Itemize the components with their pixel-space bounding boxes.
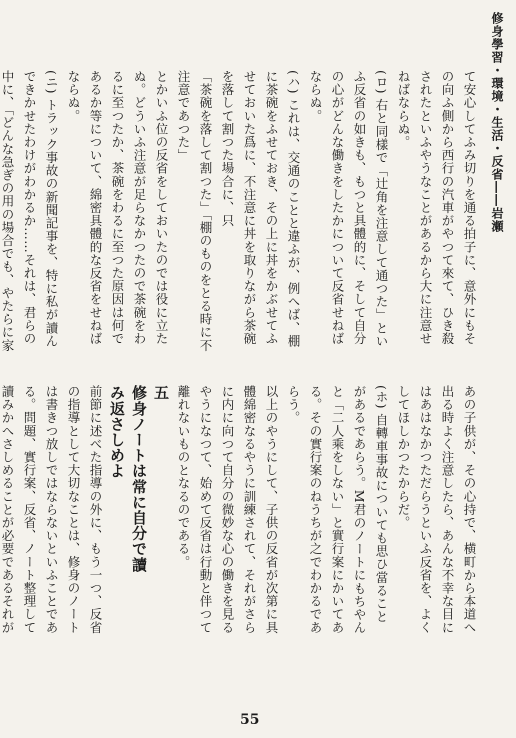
bottom-text-block (0, 385, 480, 635)
paragraph: (ホ) 自轉車事故についても思ひ當ることがあるであらう。M君のノートにもちやんと「二人乘をしない」と實行案にかいてある。その實行案のねうちが之でわかるであらう。 (286, 385, 389, 635)
section-number: 五 (152, 385, 170, 401)
running-head: 修身學習・環境・生活・反省――岩瀬 (490, 12, 504, 233)
paragraph: (ハ) これは、交通のことと違ふが、例へば、棚に茶碗をふせておき、その上に丼をかぶせてふせておいた爲に、不注意に丼を取りながら茶碗を落して割つた場合に、只 (220, 70, 301, 348)
section-title-line1: 修身ノートは常に自分で讀 (130, 385, 148, 573)
paragraph: て安心してふみ切りを通る拍子に、意外にもその向ふ側から西行の汽車がやつて來て、ひき殺されたといふやうなことがあるから大に注意せねばならぬ。 (396, 70, 477, 346)
top-text-block (0, 70, 480, 355)
section-title-line2: み返さしめよ (108, 385, 126, 479)
page-number: 55 (240, 712, 260, 728)
paragraph: 以上のやうにして、子供の反省が次第に具體綿密なるやうに訓練されて、それがさらに内に向つて自分の微妙な心の働きを見るやうになつて、始めて反省は行動と伴つて離れないものとなるのである。 (176, 385, 279, 634)
paragraph: とかいふ位の反省をしておいたのでは役に立たぬ。どういふ注意が足らなかつたので茶碗をわるに至つたか、茶碗をわるに至つた原因は何であるか等について、綿密具體的な反省をせねばならぬ。 (66, 70, 169, 346)
paragraph: (ニ) トラック事故の新聞記事を、特に私が讀んできかせたわけがわかるか……それは、君らの中に、「どんな急ぎの用の場合でも、やたらに家 (0, 70, 59, 352)
paragraph: (ロ) 右と同樣で「辻角を注意して通つた」といふ反省の如きも、もつと具體的に、そして自分の心がどんな働きをしたかについて反省せねばならぬ。 (308, 70, 389, 348)
paragraph: 前節に述べた指導の外に、もう一つ、反省の指導として大切なことは、修身のノートは書きつ放しではならないといふことである。問題、實行案、反省、ノート整理して讀みかへさしめることが必要であるそれが (0, 385, 103, 634)
paragraph: あの子供が、その心持で、横町から本道へ出る時よく注意したら、あんな不幸な目にはあはなかつただらうといふ反省を、よくしてほしかつたからだ。 (396, 385, 477, 634)
quoted-paragraph: 「茶碗を落して割つた」「棚のものをとる時に不注意であつた」 (176, 70, 213, 352)
